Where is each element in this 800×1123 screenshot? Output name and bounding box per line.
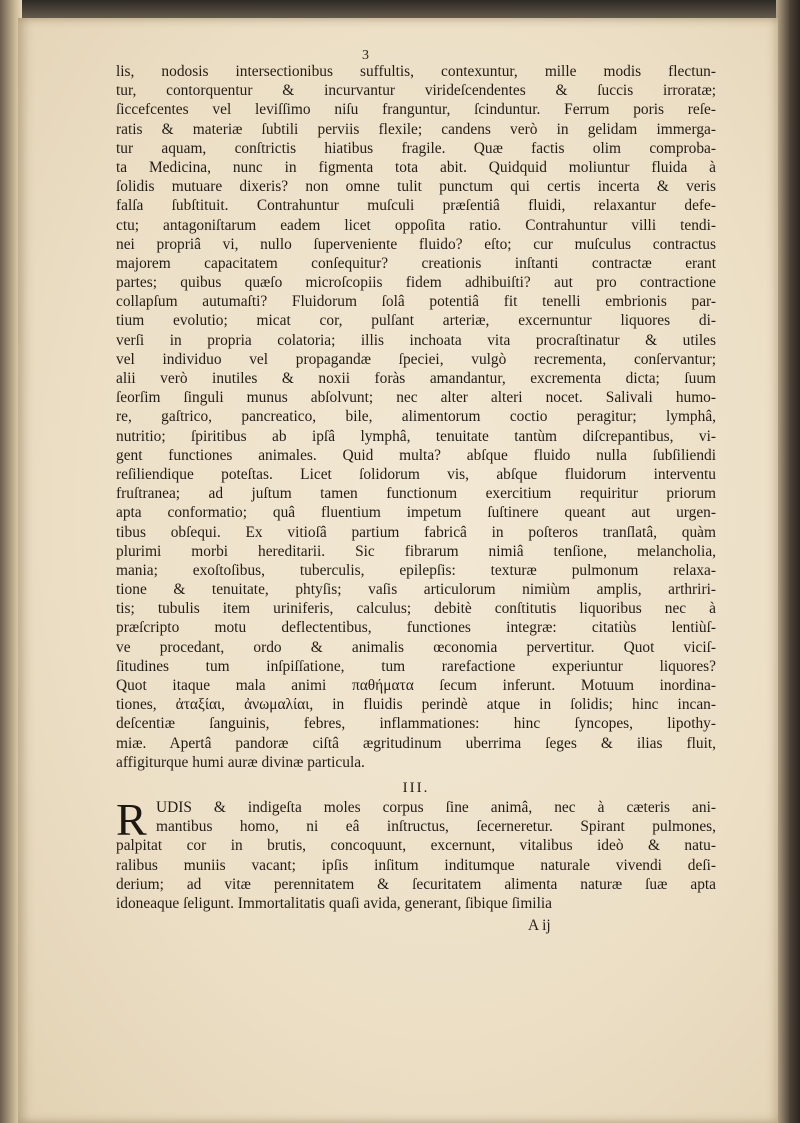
text-line: falſa ſubſtituit. Contrahuntur muſculi præſentiâ fluidi, relaxantur defe- [116, 197, 716, 215]
text-line: ta Medicina, nunc in figmenta tota abit. Quidquid moliuntur fluida à [116, 158, 716, 176]
text-line: re, gaſtrico, pancreatico, bile, alimentorum coctio peragitur; lymphâ, [116, 408, 716, 426]
paragraph-text [116, 62, 716, 772]
text-line: mania; exoſtoſibus, tuberculis, epilepſis: texturæ pulmonum relaxa- [116, 561, 716, 579]
signature-mark: A ij [528, 917, 551, 934]
text-line: ratis & materiæ ſubtili perviis flexile; candens verò in gelidam immerga- [116, 120, 716, 138]
text-line: lis, nodosis intersectionibus suffultis, contexuntur, mille modis flectun- [116, 63, 716, 80]
text-line: UDIS & indigeſta moles corpus ſine animâ, nec à cæteris ani- [156, 799, 716, 816]
text-line: nei propriâ vi, nullo ſuperveniente fluido? eſto; cur muſculus contractus [116, 235, 716, 253]
text-line: vel individuo vel propagandæ ſpeciei, vulgò recrementa, conſervantur; [116, 350, 716, 368]
text-line: ve procedant, ordo & animalis œconomia pervertitur. Quot viciſ- [116, 638, 716, 656]
text-line: tis; tubulis item uriniferis, calculus; debitè conſtitutis liquoribus nec à [116, 600, 716, 618]
text-line: tur aquam, conſtrictis hiatibus fragile. Quæ factis olim comproba- [116, 139, 716, 157]
text-line: palpitat cor in brutis, concoquunt, excernunt, vitalibus ideò & natu- [116, 837, 716, 855]
text-line: reſiliendique poteſtas. Licet ſolidorum vis, abſque fluidorum interventu [116, 465, 716, 483]
text-line: tione & tenuitate, phtyſis; vaſis articulorum nimiùm amplis, arthriri- [116, 581, 716, 599]
text-line: ctu; antagoniſtarum eadem licet oppoſita ratio. Contrahuntur villi tendi- [116, 216, 716, 234]
text-line: collapſum autumaſti? Fluidorum ſolâ potentiâ fit tenelli embrionis par- [116, 293, 716, 311]
section-number: III. [402, 780, 430, 796]
text-line: miæ. Apertâ pandoræ ciſtâ ægritudinum uberrima ſeges & ilias fluit, [116, 734, 716, 752]
text-line: majorem capacitatem conſequitur? creationis inſtanti contractæ erant [116, 254, 716, 272]
text-line: tium evolutio; micat cor, pulſant arteriæ, excernuntur liquores di- [116, 312, 716, 330]
text-line: ſitudines tum inſpiſſatione, tum rarefactione experiuntur liquores? [116, 657, 716, 675]
text-line: affigiturque humi auræ divinæ particula. [116, 753, 365, 771]
text-line: deſcentiæ ſanguinis, febres, inflammationes: hinc ſyncopes, lipothy- [116, 715, 716, 733]
book-right-edge [776, 0, 800, 1123]
text-line: gent functiones animales. Quid multa? abſque fluido nulla ſubſiliendi [116, 446, 716, 464]
text-line: ſiccefcentes vel leviſſimo niſu franguntur, ſcinduntur. Ferrum poris reſe- [116, 101, 716, 119]
section-text [116, 794, 716, 913]
book-page [18, 18, 778, 1123]
text-line: tur, contorquentur & incurvantur virideſcendentes & ſuccis irroratæ; [116, 82, 716, 100]
text-line: partes; quibus quæſo microſcopiis fidem adhibuiſti? aut pro contractione [116, 274, 716, 292]
drop-cap-letter: R [116, 794, 147, 845]
text-line: idoneaque ſeligunt. Immortalitatis quaſi avida, generant, ſibique ſimilia [116, 894, 552, 912]
text-line: mantibus homo, ni eâ inſtructus, ſecerneretur. Spirant pulmones, [156, 818, 716, 836]
text-line: nutritio; ſpiritibus ab ipſâ lymphâ, tenuitate tantùm diſcrepantibus, vi- [116, 427, 716, 445]
page-number: 3 [362, 48, 369, 63]
book-top-edge [0, 0, 800, 20]
text-line: præſcripto motu deflectentibus, functiones integræ: citatiùs lentiùſ- [116, 619, 716, 637]
text-line: derium; ad vitæ perennitatem & ſecuritatem alimenta naturæ ſuæ apta [116, 875, 716, 893]
text-line: alii verò inutiles & noxii foràs amandantur, excrementa dicta; ſuum [116, 370, 716, 387]
text-line: tiones, ἀταξίαι, ἀνωμαλίαι, in fluidis perindè atque in ſolidis; hinc incan- [116, 696, 716, 714]
text-line: verſi in propria colatoria; illis inchoata vita procraſtinatur & utiles [116, 331, 716, 349]
text-line: plurimi morbi hereditarii. Sic fibrarum nimiâ tenſione, melancholia, [116, 542, 716, 560]
text-line: fruſtranea; ad juſtum tamen functionum exercitium requiritur priorum [116, 485, 716, 503]
text-line: ſeorſim ſinguli munus abſolvunt; nec alter alteri nocet. Salivali humo- [116, 389, 716, 407]
text-line: Quot itaque mala animi παθήματα ſecum inferunt. Motuum inordina- [116, 677, 716, 694]
text-line: ſolidis mutuare dixeris? non omne tulit punctum qui certis incerta & veris [116, 178, 716, 196]
text-line: tibus obſequi. Ex vitioſâ partium fabricâ in poſteros tranſlatâ, quàm [116, 523, 716, 541]
text-line: ralibus muniis vacant; ipſis inſitum inditumque naturale vivendi deſi- [116, 856, 716, 874]
text-line: apta conformatio; quâ fluentium impetum ſuſtinere queant aut urgen- [116, 504, 716, 522]
